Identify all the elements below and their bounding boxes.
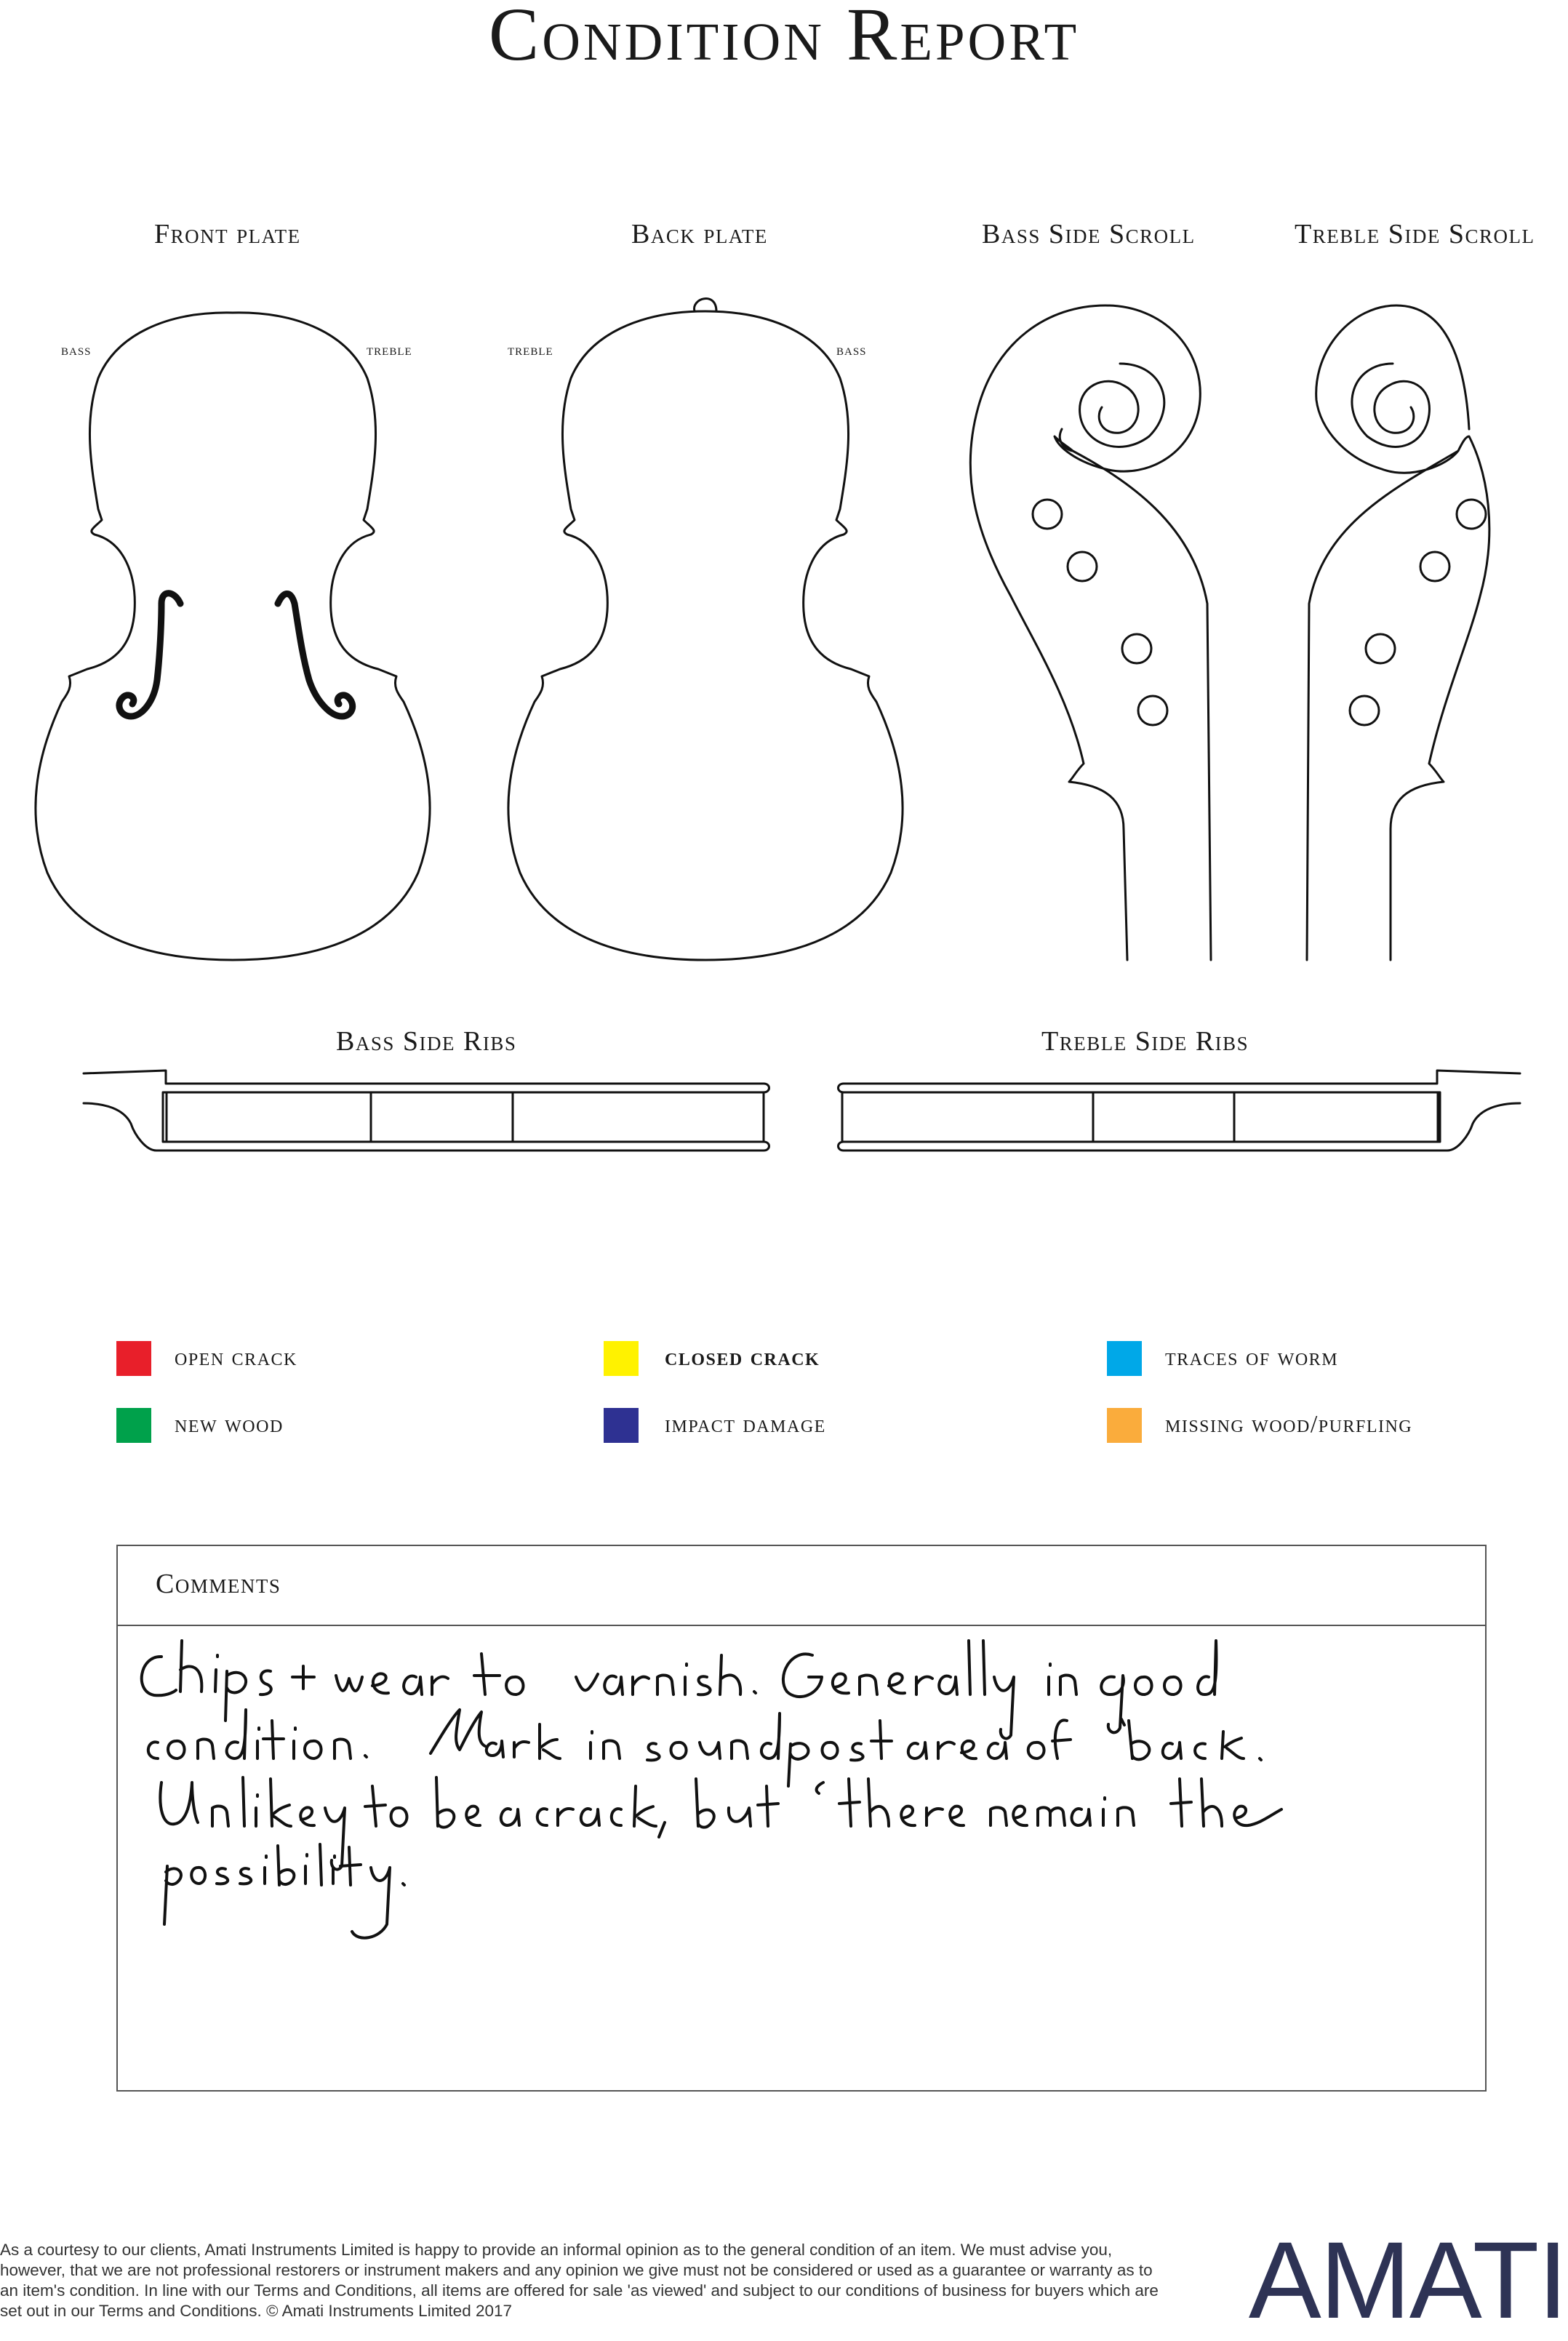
closed-crack-swatch <box>604 1341 639 1376</box>
front-treble-label: treble <box>367 340 412 359</box>
treble-scroll-spiral <box>1352 364 1430 447</box>
bass-side-ribs <box>84 1071 769 1151</box>
treble-scroll-peg-4 <box>1350 696 1379 725</box>
open-crack-swatch <box>116 1341 151 1376</box>
back-plate-button <box>695 299 716 311</box>
bass-scroll-peg-2 <box>1068 552 1097 581</box>
impact-damage-swatch <box>604 1408 639 1443</box>
comments-label: Comments <box>156 1569 281 1599</box>
bass-side-ribs-label: Bass Side Ribs <box>336 1026 517 1057</box>
open-crack-label: open crack <box>175 1344 297 1371</box>
front-bass-label: bass <box>61 340 92 359</box>
traces-of-worm-label: traces of worm <box>1165 1344 1339 1371</box>
treble-side-ribs <box>839 1071 1521 1151</box>
treble-side-scroll-label: Treble Side Scroll <box>1295 219 1535 249</box>
new-wood-label: new wood <box>175 1411 284 1438</box>
bass-scroll-outline <box>970 305 1211 960</box>
missing-wood-swatch <box>1107 1408 1142 1443</box>
front-plate-label: Front plate <box>154 219 301 249</box>
treble-scroll-peg-2 <box>1420 552 1449 581</box>
bass-scroll-peg-3 <box>1122 634 1151 663</box>
treble-scroll-peg-1 <box>1457 500 1486 529</box>
treble-side-ribs-label: Treble Side Ribs <box>1041 1026 1249 1057</box>
closed-crack-label: closed crack <box>665 1344 820 1371</box>
amati-logo: AMATI <box>1248 2219 1567 2341</box>
bass-scroll-spiral <box>1060 364 1164 451</box>
bass-scroll-peg-1 <box>1033 500 1062 529</box>
page-title: Condition Report <box>488 0 1080 76</box>
back-plate-label: Back plate <box>631 219 768 249</box>
bass-side-scroll-label: Bass Side Scroll <box>982 219 1196 249</box>
back-treble-label: treble <box>508 340 553 359</box>
front-left-f-hole <box>119 593 180 716</box>
impact-damage-label: impact damage <box>665 1411 826 1438</box>
bass-scroll-peg-4 <box>1138 696 1167 725</box>
disclaimer: As a courtesy to our clients, Amati Instruments Limited is happy to provide an informal opinion as to the general condition of an item. We must advise you, however, that we are not professional restorers or instrument makers and any opinion we give must not be considered or used as a guarantee or warranty as to an item's condition. In line with our Terms and Conditions, all items are offered for sale 'as viewed' and subject to our conditions of business for buyers which are set out in our Terms and Conditions. © Amati Instruments Limited 2017 <box>0 2241 1159 2320</box>
front-right-f-hole <box>278 594 353 717</box>
treble-scroll-peg-3 <box>1366 634 1395 663</box>
back-bass-label: bass <box>836 340 867 359</box>
treble-scroll-outline <box>1307 305 1489 960</box>
traces-of-worm-swatch <box>1107 1341 1142 1376</box>
back-plate-outline <box>508 311 903 960</box>
missing-wood-label: missing wood/purfling <box>1165 1411 1413 1438</box>
comments-box <box>116 1545 1487 2092</box>
new-wood-swatch <box>116 1408 151 1443</box>
front-plate-outline <box>36 313 430 960</box>
